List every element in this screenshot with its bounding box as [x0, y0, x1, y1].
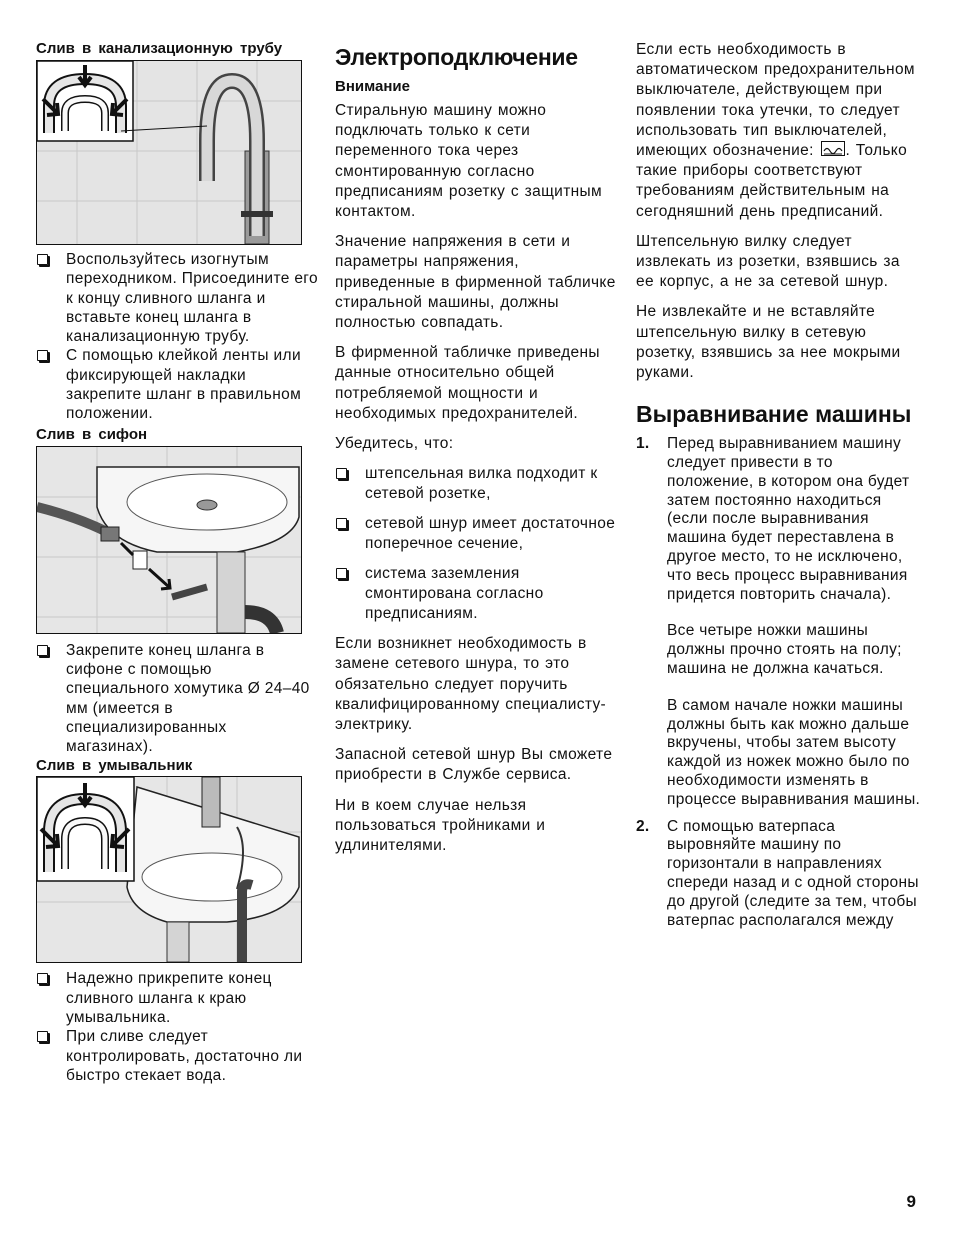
- middle-column: [335, 40, 617, 866]
- paragraph: Стиральную машину можно подключать только к сети переменного тока через смонтированную согласно предписаниям розетку с защитным контактом.: [335, 102, 603, 221]
- paragraph: [636, 40, 921, 222]
- paragraph: Убедитесь, что:: [335, 435, 454, 453]
- list-item: система заземления смонтирована согласно предписаниям.: [335, 564, 617, 624]
- sewer-drain-illustration: [36, 60, 302, 245]
- step-number: 2.: [636, 817, 650, 835]
- drain-sewer-heading: Слив в канализационную трубу: [36, 40, 283, 57]
- leveling-steps: [636, 435, 921, 930]
- step-number: 1.: [636, 435, 650, 453]
- basin-illustration: [36, 776, 302, 963]
- list-item: штепсельная вилка подходит к сетевой розетке,: [335, 464, 617, 504]
- list-item: Надежно прикрепите конец сливного шланга к краю умывальника.: [36, 969, 318, 1027]
- rcd-text-after: . Только такие приборы соответствуют требованиям действительным на сегодняшний день предписаний.: [636, 142, 908, 220]
- basin-list: [36, 969, 318, 1085]
- page-number: 9: [906, 1192, 916, 1211]
- paragraph: Ни в коем случае нельзя пользоваться тройниками и удлинителями.: [335, 796, 546, 855]
- basin-heading: Слив в умывальник: [36, 757, 193, 775]
- list-item: При сливе следует контролировать, достаточно ли быстро стекает вода.: [36, 1027, 318, 1085]
- left-column: [36, 40, 318, 1085]
- paragraph: Если возникнет необходимость в замене сетевого шнура, то это обязательно следует поручить квалифицированному специалисту-электрику.: [335, 635, 607, 734]
- paragraph: Штепсельную вилку следует извлекать из розетки, взявшись за ее корпус, а не за сетевой шнур.: [636, 232, 900, 291]
- paragraph: Не извлекайте и не вставляйте штепсельную вилку в сетевую розетку, взявшись за нее мокрыми руками.: [636, 303, 901, 382]
- step-text: С помощью ватерпаса выровняйте машину по горизонтали в направлениях спереди назад и с одной стороны до другой (следите за тем, чтобы ватерпас располагался между: [667, 817, 919, 929]
- paragraph: Значение напряжения в сети и параметры напряжения, приведенные в фирменной табличке стиральной машины, должны полностью совпадать.: [335, 233, 616, 332]
- list-item: С помощью клейкой ленты или фиксирующей накладки закрепите шланг в правильном положении.: [36, 346, 318, 423]
- paragraph: В фирменной табличке приведены данные относительно общей потребляемой мощности и необходимых предохранителей.: [335, 344, 600, 422]
- step-text: В самом начале ножки машины должны быть как можно дальше вкручены, чтобы затем высоту каждой из ножек можно было по необходимости изменять в процессе выравнивания машины.: [667, 696, 921, 808]
- list-item: сетевой шнур имеет достаточное поперечное сечение,: [335, 514, 617, 554]
- check-list: [335, 464, 617, 624]
- rcd-symbol-icon: [821, 141, 845, 156]
- step-text: Все четыре ножки машины должны прочно стоять на полу; машина не должна качаться.: [667, 622, 902, 678]
- siphon-list: [36, 641, 318, 757]
- drain-sewer-list: [36, 250, 318, 424]
- right-column: [636, 40, 921, 938]
- section-title-electric: Электроподключение: [335, 44, 578, 70]
- paragraph: Запасной сетевой шнур Вы сможете приобрести в Службе сервиса.: [335, 746, 613, 784]
- siphon-heading: Слив в сифон: [36, 425, 148, 443]
- list-item: Воспользуйтесь изогнутым переходником. Присоедините его к концу сливного шланга и вставьте конец шланга в канализационную трубу.: [36, 250, 318, 346]
- section-title-leveling: Выравнивание машины: [636, 401, 912, 428]
- step-text: Перед выравниванием машину следует привести в то положение, в котором она будет затем постоянно находиться (если после выравнивания машина будет переставлена в другое место, то не исключено, что весь процесс выравнивания придется повторить сначала).: [667, 435, 910, 603]
- list-item: [636, 435, 921, 809]
- list-item: Закрепите конец шланга в сифоне с помощью специального хомутика Ø 24–40 мм (имеется в специализированных магазинах).: [36, 641, 318, 757]
- attention-label: Внимание: [335, 78, 410, 95]
- list-item: [636, 818, 921, 931]
- rcd-text: Если есть необходимость в автоматическом предохранительном выключателе, действующем при появлении тока утечки, то следует использовать тип выключателей, имеющих обозначение:: [636, 41, 915, 160]
- siphon-illustration: [36, 446, 302, 634]
